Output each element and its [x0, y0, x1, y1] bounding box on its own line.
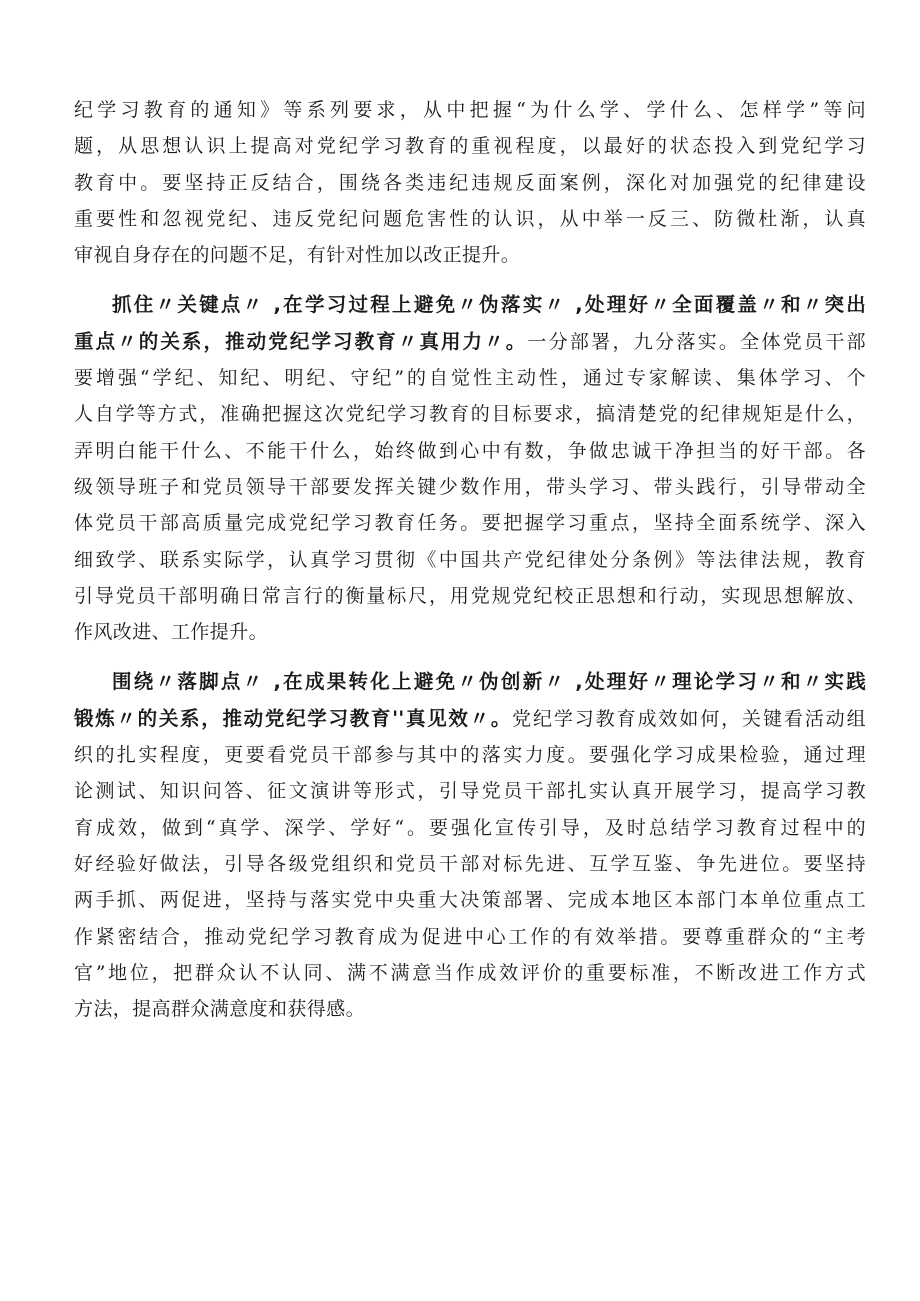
paragraph-line: 好经验好做法，引导各级党组织和党员干部对标先进、互学互鉴、争先进位。要坚持: [74, 852, 866, 875]
paragraph-line: 审视自身存在的问题不足，有针对性加以改正提升。: [74, 244, 521, 267]
paragraph-line: 育成效，做到“真学、深学、学好“。要强化宣传引导，及时总结学习教育过程中的: [74, 816, 866, 839]
paragraph-line: 作紧密结合，推动党纪学习教育成为促进中心工作的有效举措。要尊重群众的“主考: [74, 925, 866, 948]
paragraph-1: [74, 92, 866, 273]
paragraph-line: 重要性和忽视党纪、违反党纪问题危害性的认识，从中举一反三、防微杜渐，认真: [74, 207, 866, 230]
paragraph-2: [74, 287, 866, 650]
paragraph-line: 两手抓、两促进，坚持与落实党中央重大决策部署、完成本地区本部门本单位重点工: [74, 889, 866, 912]
paragraph-line: 体党员干部高质量完成党纪学习教育任务。要把握学习重点，坚持全面系统学、深入: [74, 512, 866, 535]
paragraph-gap: [74, 650, 866, 664]
paragraph-line: 级领导班子和党员领导干部要发挥关键少数作用，带头学习、带头践行，引导带动全: [74, 475, 866, 498]
paragraph-line: 官”地位，把群众认不认同、满不满意当作成效评价的重要标准，不断改进工作方式: [74, 961, 866, 984]
paragraph-line: 纪学习教育的通知》等系列要求，从中把握“为什么学、学什么、怎样学”等问: [74, 99, 866, 121]
paragraph-line: 人自学等方式，准确把握这次党纪学习教育的目标要求，搞清楚党的纪律规矩是什么，: [74, 403, 866, 426]
paragraph-line: 题，从思想认识上提高对党纪学习教育的重视程度，以最好的状态投入到党纪学习: [74, 135, 866, 158]
paragraph-line: 细致学、联系实际学，认真学习贯彻《中国共产党纪律处分条例》等法律法规，教育: [74, 548, 866, 571]
paragraph-line: 教育中。要坚持正反结合，围绕各类违纪违规反面案例，深化对加强党的纪律建设: [74, 171, 866, 194]
paragraph-line: [74, 324, 866, 360]
paragraph-line-rest: 党纪学习教育成效如何，关键看活动组: [512, 707, 866, 730]
paragraph-heading-end: 锻炼〃的关系，推动党纪学习教育''真见效〃。: [74, 706, 513, 730]
paragraph-line: 要增强“学纪、知纪、明纪、守纪”的自觉性主动性，通过专家解读、集体学习、个: [74, 367, 866, 390]
paragraph-gap: [74, 273, 866, 287]
paragraph-line: 织的扎实程度，更要看党员干部参与其中的落实力度。要强化学习成果检验，通过理: [74, 744, 866, 767]
document-body: [74, 92, 866, 1027]
paragraph-line: 方法，提高群众满意度和获得感。: [74, 998, 366, 1021]
paragraph-heading-end: 重点〃的关系，推动党纪学习教育〃真用力〃。: [74, 329, 528, 353]
paragraph-line: [74, 701, 866, 737]
paragraph-line: 弄明白能干什么、不能干什么，始终做到心中有数，争做忠诚干净担当的好干部。各: [74, 439, 866, 462]
paragraph-line: 引导党员干部明确日常言行的衡量标尺，用党规党纪校正思想和行动，实现思想解放、: [74, 584, 866, 607]
paragraph-line: 论测试、知识问答、征文演讲等形式，引导党员干部扎实认真开展学习，提高学习教: [74, 780, 866, 803]
paragraph-line-rest: 一分部署，九分落实。全体党员干部: [527, 330, 866, 353]
paragraph-heading: 抓住〃关键点〃 ,在学习过程上避免〃伪落实〃 ,处理好〃全面覆盖〃和〃突出: [112, 293, 866, 317]
paragraph-heading: 围绕〃落脚点〃 ,在成果转化上避免〃伪创新〃 ,处理好〃理论学习〃和〃实践: [112, 670, 866, 694]
paragraph-line: 作风改进、工作提升。: [74, 621, 269, 644]
paragraph-3: [74, 664, 866, 1027]
